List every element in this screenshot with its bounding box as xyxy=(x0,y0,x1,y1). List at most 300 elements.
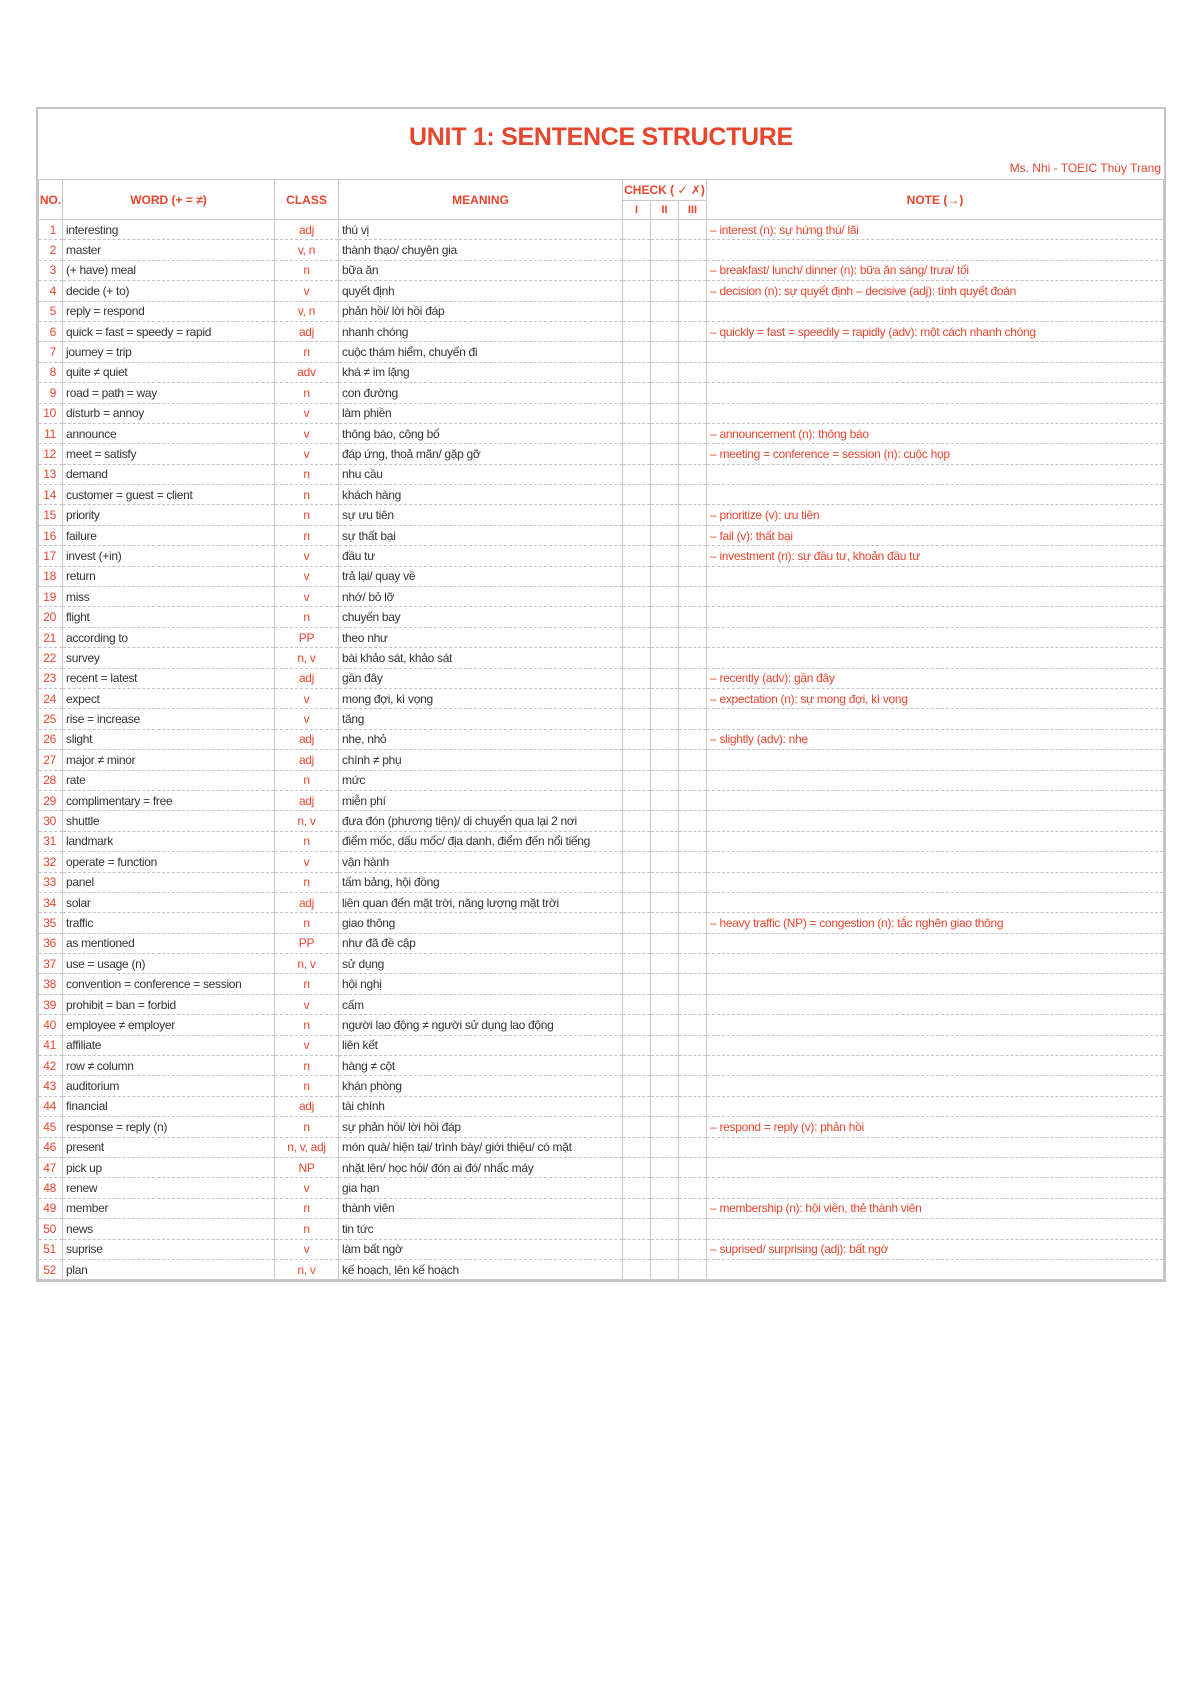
check-cell-3[interactable] xyxy=(679,1117,707,1137)
check-cell-1[interactable] xyxy=(623,1219,651,1239)
class-cell: n xyxy=(275,1117,339,1137)
check-cell-1[interactable] xyxy=(623,321,651,341)
table-row xyxy=(39,342,1164,362)
check-cell-3[interactable] xyxy=(679,505,707,525)
check-cell-2[interactable] xyxy=(651,811,679,831)
row-number: 52 xyxy=(39,1259,63,1279)
table-row xyxy=(39,1219,1164,1239)
class-cell: n xyxy=(275,383,339,403)
row-number: 30 xyxy=(39,811,63,831)
check-cell-3[interactable] xyxy=(679,954,707,974)
word-cell: decide (+ to) xyxy=(63,281,275,301)
word-cell: shuttle xyxy=(63,811,275,831)
word-cell: auditorium xyxy=(63,1076,275,1096)
check-cell-3[interactable] xyxy=(679,281,707,301)
meaning-cell: sử dụng xyxy=(339,954,623,974)
word-cell: panel xyxy=(63,872,275,892)
note-cell xyxy=(707,852,1164,872)
table-row xyxy=(39,1178,1164,1198)
word-cell: recent = latest xyxy=(63,668,275,688)
check-cell-1[interactable] xyxy=(623,954,651,974)
check-cell-2[interactable] xyxy=(651,627,679,647)
check-cell-3[interactable] xyxy=(679,627,707,647)
check-cell-2[interactable] xyxy=(651,892,679,912)
check-cell-1[interactable] xyxy=(623,362,651,382)
row-number: 12 xyxy=(39,444,63,464)
word-cell: rise = increase xyxy=(63,709,275,729)
check-cell-1[interactable] xyxy=(623,892,651,912)
check-cell-2[interactable] xyxy=(651,974,679,994)
meaning-cell: nhu cầu xyxy=(339,464,623,484)
word-cell: rate xyxy=(63,770,275,790)
class-cell: v xyxy=(275,1178,339,1198)
row-number: 1 xyxy=(39,220,63,240)
check-cell-3[interactable] xyxy=(679,1096,707,1116)
header-meaning: MEANING xyxy=(339,180,623,220)
check-cell-1[interactable] xyxy=(623,260,651,280)
note-cell xyxy=(707,566,1164,586)
class-cell: v xyxy=(275,587,339,607)
check-cell-2[interactable] xyxy=(651,342,679,362)
check-cell-3[interactable] xyxy=(679,892,707,912)
check-cell-3[interactable] xyxy=(679,709,707,729)
check-cell-2[interactable] xyxy=(651,1239,679,1259)
check-cell-2[interactable] xyxy=(651,240,679,260)
check-cell-3[interactable] xyxy=(679,607,707,627)
word-cell: employee ≠ employer xyxy=(63,1015,275,1035)
check-cell-3[interactable] xyxy=(679,321,707,341)
check-cell-3[interactable] xyxy=(679,1157,707,1177)
check-cell-3[interactable] xyxy=(679,913,707,933)
table-row xyxy=(39,301,1164,321)
class-cell: v, n xyxy=(275,240,339,260)
check-cell-1[interactable] xyxy=(623,770,651,790)
word-cell: complimentary = free xyxy=(63,790,275,810)
row-number: 18 xyxy=(39,566,63,586)
word-cell: use = usage (n) xyxy=(63,954,275,974)
table-row xyxy=(39,648,1164,668)
check-cell-1[interactable] xyxy=(623,852,651,872)
meaning-cell: làm phiền xyxy=(339,403,623,423)
check-cell-1[interactable] xyxy=(623,546,651,566)
check-cell-3[interactable] xyxy=(679,403,707,423)
row-number: 28 xyxy=(39,770,63,790)
row-number: 17 xyxy=(39,546,63,566)
table-row xyxy=(39,709,1164,729)
table-row xyxy=(39,423,1164,443)
check-cell-3[interactable] xyxy=(679,1035,707,1055)
row-number: 47 xyxy=(39,1157,63,1177)
row-number: 35 xyxy=(39,913,63,933)
word-cell: flight xyxy=(63,607,275,627)
check-cell-1[interactable] xyxy=(623,974,651,994)
note-cell: – meeting = conference = session (n): cuộc họp xyxy=(707,444,1164,464)
check-cell-1[interactable] xyxy=(623,444,651,464)
meaning-cell: tấm bảng, hội đồng xyxy=(339,872,623,892)
table-row xyxy=(39,587,1164,607)
note-cell: – respond = reply (v): phản hồi xyxy=(707,1117,1164,1137)
row-number: 2 xyxy=(39,240,63,260)
word-cell: announce xyxy=(63,423,275,443)
check-cell-3[interactable] xyxy=(679,811,707,831)
table-row xyxy=(39,1259,1164,1279)
check-cell-2[interactable] xyxy=(651,1137,679,1157)
check-cell-2[interactable] xyxy=(651,729,679,749)
header-check-2: II xyxy=(651,200,679,220)
check-cell-3[interactable] xyxy=(679,566,707,586)
check-cell-2[interactable] xyxy=(651,587,679,607)
check-cell-3[interactable] xyxy=(679,260,707,280)
check-cell-2[interactable] xyxy=(651,403,679,423)
check-cell-3[interactable] xyxy=(679,831,707,851)
row-number: 41 xyxy=(39,1035,63,1055)
check-cell-3[interactable] xyxy=(679,1076,707,1096)
check-cell-1[interactable] xyxy=(623,342,651,362)
check-cell-2[interactable] xyxy=(651,444,679,464)
class-cell: n xyxy=(275,913,339,933)
check-cell-1[interactable] xyxy=(623,668,651,688)
note-cell xyxy=(707,240,1164,260)
check-cell-1[interactable] xyxy=(623,1076,651,1096)
row-number: 42 xyxy=(39,1056,63,1076)
class-cell: n xyxy=(275,525,339,545)
check-cell-3[interactable] xyxy=(679,770,707,790)
check-cell-2[interactable] xyxy=(651,994,679,1014)
check-cell-2[interactable] xyxy=(651,770,679,790)
header-note: NOTE (→) xyxy=(707,180,1164,220)
check-cell-1[interactable] xyxy=(623,1137,651,1157)
class-cell: n xyxy=(275,1015,339,1035)
check-cell-3[interactable] xyxy=(679,525,707,545)
check-cell-2[interactable] xyxy=(651,383,679,403)
check-cell-3[interactable] xyxy=(679,688,707,708)
check-cell-1[interactable] xyxy=(623,1198,651,1218)
class-cell: adj xyxy=(275,220,339,240)
word-cell: financial xyxy=(63,1096,275,1116)
check-cell-2[interactable] xyxy=(651,709,679,729)
class-cell: n xyxy=(275,831,339,851)
word-cell: as mentioned xyxy=(63,933,275,953)
check-cell-3[interactable] xyxy=(679,464,707,484)
check-cell-1[interactable] xyxy=(623,1117,651,1137)
check-cell-1[interactable] xyxy=(623,913,651,933)
check-cell-2[interactable] xyxy=(651,872,679,892)
check-cell-2[interactable] xyxy=(651,566,679,586)
check-cell-2[interactable] xyxy=(651,790,679,810)
word-cell: present xyxy=(63,1137,275,1157)
check-cell-1[interactable] xyxy=(623,1178,651,1198)
check-cell-2[interactable] xyxy=(651,525,679,545)
check-cell-1[interactable] xyxy=(623,464,651,484)
check-cell-1[interactable] xyxy=(623,709,651,729)
check-cell-1[interactable] xyxy=(623,505,651,525)
check-cell-1[interactable] xyxy=(623,383,651,403)
check-cell-2[interactable] xyxy=(651,607,679,627)
check-cell-2[interactable] xyxy=(651,485,679,505)
check-cell-2[interactable] xyxy=(651,852,679,872)
table-row xyxy=(39,872,1164,892)
note-cell: – suprised/ surprising (adj): bất ngờ xyxy=(707,1239,1164,1259)
class-cell: n, v xyxy=(275,811,339,831)
check-cell-3[interactable] xyxy=(679,423,707,443)
check-cell-3[interactable] xyxy=(679,1219,707,1239)
class-cell: adj xyxy=(275,321,339,341)
check-cell-1[interactable] xyxy=(623,587,651,607)
check-cell-2[interactable] xyxy=(651,668,679,688)
meaning-cell: nhanh chóng xyxy=(339,321,623,341)
check-cell-1[interactable] xyxy=(623,1259,651,1279)
row-number: 37 xyxy=(39,954,63,974)
check-cell-1[interactable] xyxy=(623,1239,651,1259)
row-number: 38 xyxy=(39,974,63,994)
word-cell: interesting xyxy=(63,220,275,240)
check-cell-1[interactable] xyxy=(623,566,651,586)
table-row xyxy=(39,729,1164,749)
word-cell: invest (+in) xyxy=(63,546,275,566)
check-cell-2[interactable] xyxy=(651,281,679,301)
row-number: 49 xyxy=(39,1198,63,1218)
note-cell xyxy=(707,1015,1164,1035)
word-cell: survey xyxy=(63,648,275,668)
check-cell-2[interactable] xyxy=(651,1157,679,1177)
check-cell-1[interactable] xyxy=(623,1157,651,1177)
check-cell-2[interactable] xyxy=(651,301,679,321)
check-cell-3[interactable] xyxy=(679,872,707,892)
check-cell-2[interactable] xyxy=(651,1096,679,1116)
word-cell: (+ have) meal xyxy=(63,260,275,280)
word-cell: reply = respond xyxy=(63,301,275,321)
note-cell: – decision (n): sự quyết định – decisive (adj): tính quyết đoán xyxy=(707,281,1164,301)
check-cell-3[interactable] xyxy=(679,485,707,505)
table-row xyxy=(39,1137,1164,1157)
table-row xyxy=(39,688,1164,708)
check-cell-3[interactable] xyxy=(679,1178,707,1198)
note-cell: – expectation (n): sự mong đợi, kì vọng xyxy=(707,688,1164,708)
table-row xyxy=(39,994,1164,1014)
check-cell-3[interactable] xyxy=(679,1137,707,1157)
check-cell-3[interactable] xyxy=(679,790,707,810)
header-check: CHECK ( ✓ ✗) xyxy=(623,180,707,201)
table-row xyxy=(39,1096,1164,1116)
table-row xyxy=(39,220,1164,240)
meaning-cell: liên quan đến mặt trời, năng lượng mặt trời xyxy=(339,892,623,912)
check-cell-3[interactable] xyxy=(679,1239,707,1259)
check-cell-2[interactable] xyxy=(651,750,679,770)
table-row xyxy=(39,566,1164,586)
class-cell: PP xyxy=(275,933,339,953)
note-cell: – prioritize (v): ưu tiên xyxy=(707,505,1164,525)
check-cell-3[interactable] xyxy=(679,362,707,382)
check-cell-3[interactable] xyxy=(679,301,707,321)
check-cell-2[interactable] xyxy=(651,648,679,668)
check-cell-3[interactable] xyxy=(679,648,707,668)
class-cell: v xyxy=(275,423,339,443)
meaning-cell: người lao động ≠ người sử dụng lao động xyxy=(339,1015,623,1035)
word-cell: pick up xyxy=(63,1157,275,1177)
check-cell-1[interactable] xyxy=(623,994,651,1014)
meaning-cell: vận hành xyxy=(339,852,623,872)
table-row xyxy=(39,627,1164,647)
check-cell-3[interactable] xyxy=(679,1198,707,1218)
note-cell: – interest (n): sự hứng thú/ lãi xyxy=(707,220,1164,240)
check-cell-2[interactable] xyxy=(651,1219,679,1239)
check-cell-3[interactable] xyxy=(679,444,707,464)
check-cell-2[interactable] xyxy=(651,954,679,974)
check-cell-3[interactable] xyxy=(679,240,707,260)
check-cell-2[interactable] xyxy=(651,1035,679,1055)
check-cell-1[interactable] xyxy=(623,607,651,627)
class-cell: n xyxy=(275,1219,339,1239)
row-number: 4 xyxy=(39,281,63,301)
word-cell: quite ≠ quiet xyxy=(63,362,275,382)
check-cell-3[interactable] xyxy=(679,220,707,240)
check-cell-1[interactable] xyxy=(623,872,651,892)
check-cell-3[interactable] xyxy=(679,1259,707,1279)
meaning-cell: mong đợi, kì vọng xyxy=(339,688,623,708)
check-cell-2[interactable] xyxy=(651,1076,679,1096)
check-cell-3[interactable] xyxy=(679,750,707,770)
note-cell: – announcement (n): thông báo xyxy=(707,423,1164,443)
meaning-cell: làm bất ngờ xyxy=(339,1239,623,1259)
check-cell-2[interactable] xyxy=(651,831,679,851)
check-cell-2[interactable] xyxy=(651,1117,679,1137)
meaning-cell: tăng xyxy=(339,709,623,729)
check-cell-3[interactable] xyxy=(679,383,707,403)
check-cell-1[interactable] xyxy=(623,281,651,301)
check-cell-1[interactable] xyxy=(623,933,651,953)
meaning-cell: phản hồi/ lời hồi đáp xyxy=(339,301,623,321)
check-cell-3[interactable] xyxy=(679,342,707,362)
note-cell xyxy=(707,954,1164,974)
check-cell-1[interactable] xyxy=(623,1015,651,1035)
check-cell-2[interactable] xyxy=(651,1259,679,1279)
class-cell: NP xyxy=(275,1157,339,1177)
row-number: 15 xyxy=(39,505,63,525)
meaning-cell: bài khảo sát, khảo sát xyxy=(339,648,623,668)
check-cell-1[interactable] xyxy=(623,688,651,708)
check-cell-2[interactable] xyxy=(651,220,679,240)
check-cell-1[interactable] xyxy=(623,423,651,443)
meaning-cell: kế hoạch, lên kế hoạch xyxy=(339,1259,623,1279)
word-cell: road = path = way xyxy=(63,383,275,403)
class-cell: n xyxy=(275,505,339,525)
table-row xyxy=(39,362,1164,382)
check-cell-3[interactable] xyxy=(679,1015,707,1035)
check-cell-3[interactable] xyxy=(679,933,707,953)
check-cell-3[interactable] xyxy=(679,852,707,872)
note-cell xyxy=(707,1259,1164,1279)
check-cell-1[interactable] xyxy=(623,729,651,749)
word-cell: suprise xyxy=(63,1239,275,1259)
meaning-cell: tin tức xyxy=(339,1219,623,1239)
check-cell-1[interactable] xyxy=(623,485,651,505)
check-cell-1[interactable] xyxy=(623,525,651,545)
note-cell xyxy=(707,994,1164,1014)
class-cell: v xyxy=(275,1035,339,1055)
row-number: 45 xyxy=(39,1117,63,1137)
check-cell-2[interactable] xyxy=(651,1056,679,1076)
check-cell-3[interactable] xyxy=(679,587,707,607)
check-cell-3[interactable] xyxy=(679,546,707,566)
check-cell-2[interactable] xyxy=(651,1198,679,1218)
check-cell-1[interactable] xyxy=(623,1035,651,1055)
word-cell: response = reply (n) xyxy=(63,1117,275,1137)
table-row xyxy=(39,403,1164,423)
check-cell-1[interactable] xyxy=(623,1056,651,1076)
note-cell xyxy=(707,872,1164,892)
check-cell-1[interactable] xyxy=(623,648,651,668)
meaning-cell: cuộc thám hiểm, chuyến đi xyxy=(339,342,623,362)
word-cell: operate = function xyxy=(63,852,275,872)
note-cell xyxy=(707,383,1164,403)
note-cell xyxy=(707,362,1164,382)
check-cell-2[interactable] xyxy=(651,933,679,953)
note-cell xyxy=(707,627,1164,647)
word-cell: master xyxy=(63,240,275,260)
check-cell-2[interactable] xyxy=(651,546,679,566)
check-cell-1[interactable] xyxy=(623,220,651,240)
check-cell-2[interactable] xyxy=(651,913,679,933)
row-number: 34 xyxy=(39,892,63,912)
check-cell-1[interactable] xyxy=(623,403,651,423)
note-cell: – fail (v): thất bại xyxy=(707,525,1164,545)
class-cell: n xyxy=(275,260,339,280)
class-cell: n, v xyxy=(275,954,339,974)
class-cell: n xyxy=(275,1198,339,1218)
check-cell-1[interactable] xyxy=(623,1096,651,1116)
check-cell-2[interactable] xyxy=(651,321,679,341)
class-cell: n, v xyxy=(275,1259,339,1279)
class-cell: n xyxy=(275,872,339,892)
row-number: 3 xyxy=(39,260,63,280)
check-cell-1[interactable] xyxy=(623,831,651,851)
check-cell-2[interactable] xyxy=(651,464,679,484)
check-cell-1[interactable] xyxy=(623,240,651,260)
note-cell xyxy=(707,892,1164,912)
table-row xyxy=(39,811,1164,831)
check-cell-2[interactable] xyxy=(651,1015,679,1035)
check-cell-3[interactable] xyxy=(679,1056,707,1076)
word-cell: failure xyxy=(63,525,275,545)
check-cell-2[interactable] xyxy=(651,688,679,708)
word-cell: demand xyxy=(63,464,275,484)
check-cell-2[interactable] xyxy=(651,260,679,280)
row-number: 27 xyxy=(39,750,63,770)
check-cell-3[interactable] xyxy=(679,668,707,688)
table-row xyxy=(39,1015,1164,1035)
check-cell-1[interactable] xyxy=(623,627,651,647)
check-cell-1[interactable] xyxy=(623,811,651,831)
table-row xyxy=(39,933,1164,953)
note-cell xyxy=(707,709,1164,729)
note-cell: – membership (n): hội viên, thẻ thành viên xyxy=(707,1198,1164,1218)
row-number: 33 xyxy=(39,872,63,892)
check-cell-2[interactable] xyxy=(651,423,679,443)
table-row xyxy=(39,1117,1164,1137)
check-cell-3[interactable] xyxy=(679,729,707,749)
check-cell-2[interactable] xyxy=(651,1178,679,1198)
check-cell-3[interactable] xyxy=(679,994,707,1014)
check-cell-3[interactable] xyxy=(679,974,707,994)
header-word: WORD (+ = ≠) xyxy=(63,180,275,220)
check-cell-1[interactable] xyxy=(623,301,651,321)
check-cell-1[interactable] xyxy=(623,790,651,810)
word-cell: traffic xyxy=(63,913,275,933)
check-cell-1[interactable] xyxy=(623,750,651,770)
note-cell xyxy=(707,1178,1164,1198)
check-cell-2[interactable] xyxy=(651,362,679,382)
check-cell-2[interactable] xyxy=(651,505,679,525)
